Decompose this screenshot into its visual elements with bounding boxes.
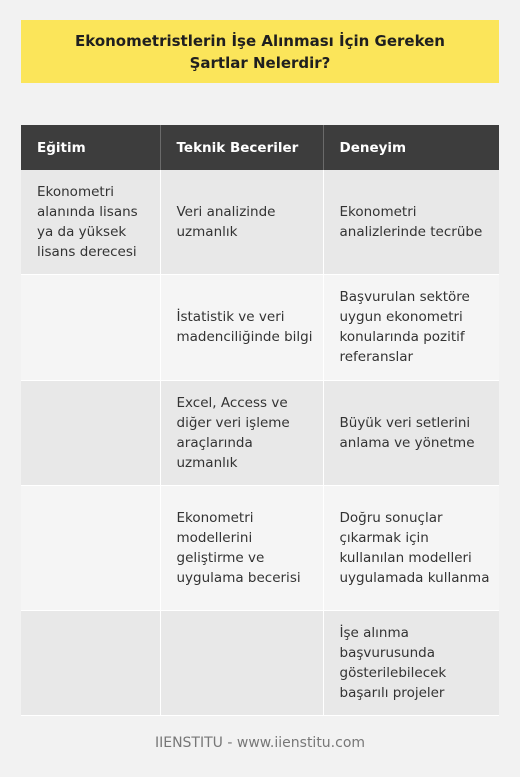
title-banner [21,20,499,83]
table-row [21,380,499,485]
column-header-experience: Deneyim [323,125,499,170]
table-cell: İstatistik ve veri madenciliğinde bilgi [160,274,323,380]
table-cell: Büyük veri setlerini anlama ve yönetme [323,380,499,485]
table-cell: Veri analizinde uzmanlık [160,170,323,274]
table-cell: Ekonometri modellerini geliştirme ve uygulama becerisi [160,485,323,610]
table-cell: Excel, Access ve diğer veri işleme araçlarında uzmanlık [160,380,323,485]
page-title: Ekonometristlerin İşe Alınması İçin Gereken Şartlar Nelerdir? [75,31,445,72]
table-cell: İşe alınma başvurusunda gösterilebilecek başarılı projeler [323,610,499,715]
table-cell [21,610,160,715]
column-header-technical-skills: Teknik Beceriler [160,125,323,170]
table-cell: Ekonometri analizlerinde tecrübe [323,170,499,274]
table-row [21,170,499,274]
table-cell: Doğru sonuçlar çıkarmak için kullanılan modelleri uygulamada kullanma [323,485,499,610]
table-cell [21,485,160,610]
table-row [21,610,499,715]
table-header-row [21,125,499,170]
table-row [21,485,499,610]
table-cell [160,610,323,715]
footer-credit: IIENSTITU - www.iienstitu.com [154,735,366,751]
table-cell [21,380,160,485]
table-row [21,274,499,380]
requirements-table [21,125,499,716]
table-cell [21,274,160,380]
column-header-education: Eğitim [21,125,160,170]
table-cell: Başvurulan sektöre uygun ekonometri konularında pozitif referanslar [323,274,499,380]
table-cell: Ekonometri alanında lisans ya da yüksek lisans derecesi [21,170,160,274]
